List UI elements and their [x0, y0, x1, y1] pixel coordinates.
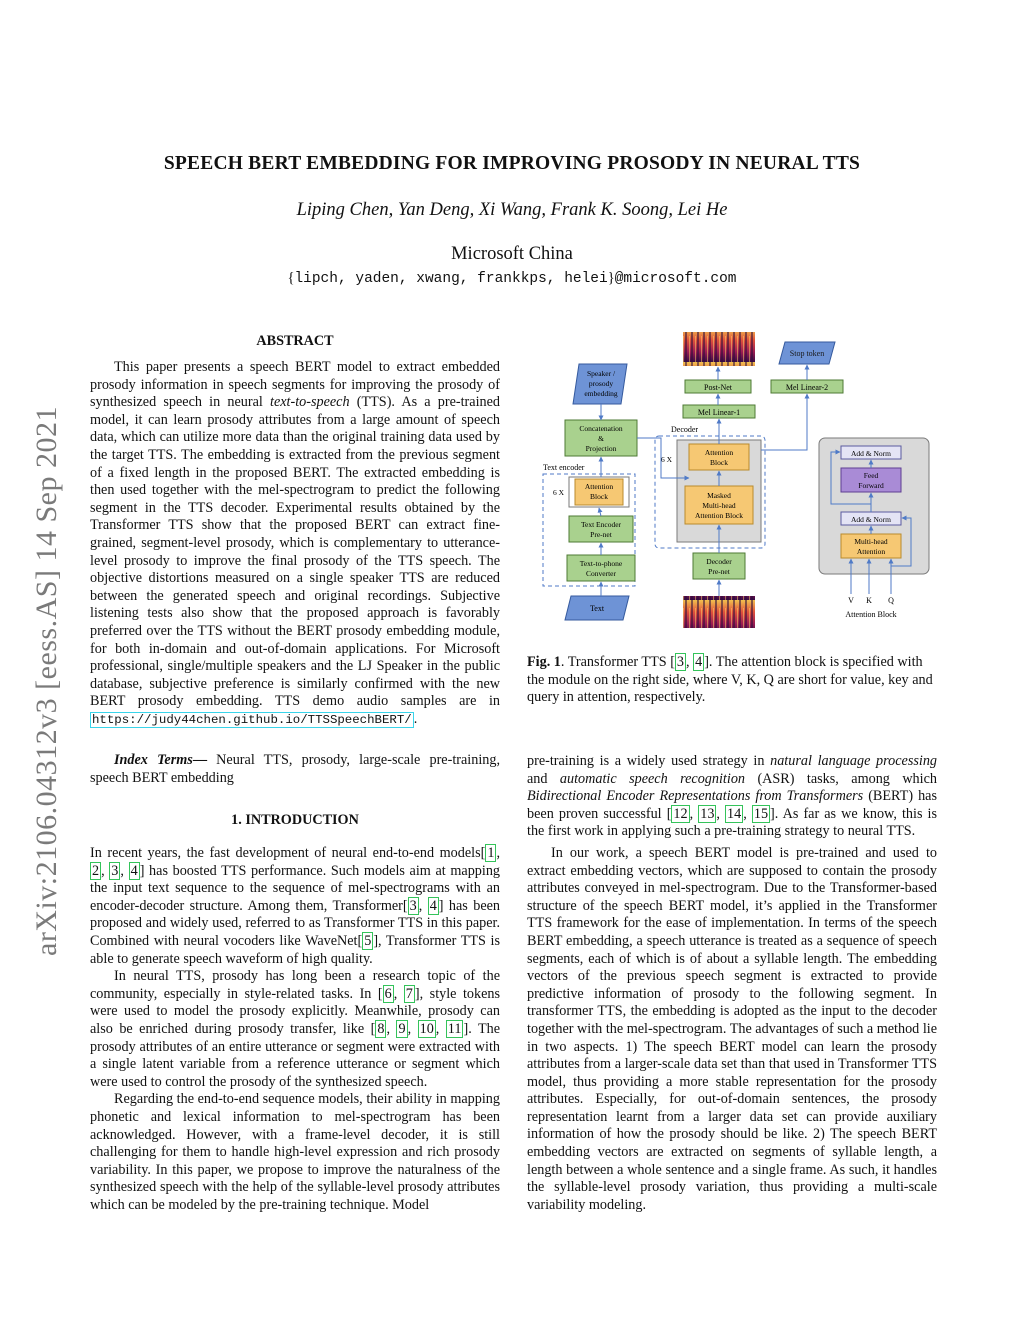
citation-link[interactable]: 3	[676, 654, 685, 670]
body-italic: natural language processing	[770, 753, 938, 769]
output-spectrogram	[683, 332, 755, 366]
figure-caption-label: Fig. 1	[527, 654, 561, 670]
concat-label: Projection	[585, 444, 617, 453]
feed-forward-label: Forward	[858, 481, 884, 490]
citation-link[interactable]: 12	[673, 805, 688, 822]
citation-link[interactable]: 10	[419, 1020, 434, 1037]
citation-sep: ,	[743, 805, 752, 822]
intro-text: In recent years, the fast development of neural end-to-end models[	[90, 845, 486, 861]
transformer-tts-figure	[535, 328, 935, 628]
affiliation: Microsoft China	[451, 244, 573, 264]
intro-text: ], style tokens were used to model the prosody explicitly. Meanwhile, prosody can also be enriched during prosody transfer, like [	[90, 985, 501, 1037]
decoder-repeat-label: 6 X	[661, 455, 673, 464]
index-terms-label: Index Terms	[114, 752, 193, 768]
citation-sep: ,	[496, 845, 500, 861]
author-list: Liping Chen, Yan Deng, Xi Wang, Frank K. Soong, Lei He	[296, 200, 728, 220]
masked-attention-label: Multi-head	[702, 501, 736, 510]
encoder-attention-label: Block	[590, 492, 608, 501]
citation-sep: ,	[435, 1020, 446, 1037]
feed-forward-label: Feed	[863, 471, 879, 480]
key-label: K	[866, 596, 872, 605]
figure-caption	[527, 654, 937, 707]
citation-link[interactable]: 4	[429, 897, 437, 914]
body-text: (ASR) tasks, among which	[745, 770, 937, 787]
citation-link[interactable]: 1	[487, 845, 495, 861]
demo-link[interactable]: https://judy44chen.github.io/TTSSpeechBERT/	[92, 712, 412, 727]
query-label: Q	[888, 596, 894, 605]
citation-sep: ,	[393, 985, 404, 1002]
body-text: (BERT) has been proven successful [	[527, 788, 937, 822]
citation-sep: ,	[120, 862, 129, 879]
index-terms-dash: —	[192, 752, 217, 768]
decoder-label: Decoder	[671, 425, 699, 434]
citation-sep: ,	[407, 1020, 418, 1037]
email-list	[0, 270, 1024, 287]
figure-caption-text: ]. The attention block is specified with the module on the right side, where V, K, Q are short for value, key and query in attention, respectively.	[527, 654, 933, 706]
masked-attention-label: Masked	[707, 491, 731, 500]
abstract-body	[90, 359, 500, 729]
intro-paragraph-3: Regarding the end-to-end sequence models, their ability in mapping phonetic and lexical information to mel-spectrogram has been acknowledged. However, with a frame-level decoder, it is still challenging for them to handle high-level expression and rich prosody variability. In this paper, we propose to improve the naturalness of the synthesized speech with the help of the syllable-level prosody attributes which can be modeled by the pre-training technique. Model	[90, 1091, 500, 1213]
body-italic: Bidirectional Encoder Representations from Transformers	[527, 788, 864, 805]
attention-block-caption: Attention Block	[845, 610, 897, 619]
encoder-prenet-label: Pre-net	[590, 530, 612, 539]
text-to-phone-label: Converter	[586, 569, 616, 578]
add-norm-bottom-label: Add & Norm	[851, 515, 891, 524]
right-paragraph-2: In our work, a speech BERT model is pre-trained and used to extract embedding vectors, which are supposed to contain the prosody attributes conveyed in mel-spectrogram. Due to the Transformer-based structure of the speech BERT model, it’s applied in the Transformer TTS framework for the ease of implementation. In terms of the speech BERT embedding, a speech utterance is treated as a sequence of speech segments, each of which is of about a syllable length. The embedding vectors of the previous speech segment is extracted to provide predictive information of prosody to the following segment. In transformer TTS, the embedding is adopted as the input to the decoder together with the mel-spectrogram. The advantages of such a method lie in two aspects. 1) The speech BERT model can learn the prosody attributes from a larger-scale data set than that used in Transformer TTS model, thus providing a more stable representation for the prosody attributes. Especially, for out-of-domain sentences, the prosody representation learnt from a larger data set can provide auxiliary information of how the prosody should be like. 2) The speech BERT embedding vectors are extracted on segments of syllable length, a length between a whole sentence and a single frame. As such, it handles the syllable-level prosody variation, thus providing a multi-scale variability modeling.	[527, 844, 937, 1213]
citation-link[interactable]: 6	[384, 985, 392, 1002]
speaker-embedding-label: Speaker /	[586, 369, 616, 378]
index-terms	[90, 752, 500, 787]
abstract-text-2: (TTS). As a pre-trained model, it can learn prosody attributes from a large amount of speech data, which can utilize more data than the original training data used by the target TTS. The embedding is extracted from the previous segment of a fixed length in the proposed BERT. The extracted embedding is then used together with the mel-spectrogram to predict the following segment in the TTS decoder. Experimental results obtained by the Transformer TTS show that the proposed BERT can extract fine-grained, segment-level prosody, which is complementary to utterance-level prosody to improve the final prosody of the TTS speech. The objective distortions measured on a single speaker TTS are reduced between the generated speech and original recordings. Subjective listening tests also show that the proposed approach is favorably preferred over the TTS without the BERT prosody embedding module, for both in-domain and out-of-domain applications. For Microsoft professional, single/multiple speakers and the LJ Speaker in the public database, subjective preference is similarly confirmed with the new BERT prosody embedding. TTS demo audio samples are in	[90, 394, 501, 710]
encoder-prenet-label: Text Encoder	[580, 520, 622, 529]
citation-link[interactable]: 2	[92, 862, 100, 879]
email-brace-open: {	[287, 270, 295, 286]
text-to-phone-label: Text-to-phone	[579, 559, 623, 568]
text-encoder-label: Text encoder	[543, 463, 585, 472]
citation-link[interactable]: 3	[409, 897, 417, 914]
citation-link[interactable]: 4	[695, 654, 703, 670]
decoder-prenet-label: Pre-net	[708, 567, 730, 576]
encoder-repeat-label: 6 X	[553, 488, 565, 497]
paper-title: SPEECH BERT EMBEDDING FOR IMPROVING PROSODY IN NEURAL TTS	[163, 153, 861, 174]
abstract-end: .	[413, 710, 418, 727]
decoder-prenet-label: Decoder	[706, 557, 732, 566]
intro-heading: 1. INTRODUCTION	[231, 812, 359, 828]
citation-link[interactable]: 8	[377, 1020, 385, 1037]
citation-sep: ,	[386, 1020, 397, 1037]
arxiv-identifier: arXiv:2106.04312v3 [eess.AS] 14 Sep 2021	[30, 406, 63, 956]
input-spectrogram	[683, 596, 755, 628]
intro-body	[90, 845, 500, 1214]
citation-link[interactable]: 13	[700, 805, 715, 822]
abstract-italic-term: text-to-speech	[270, 394, 350, 411]
concat-label: &	[598, 434, 604, 443]
citation-link[interactable]: 9	[398, 1020, 406, 1037]
citation-sep: ,	[716, 805, 726, 822]
citation-sep: ,	[689, 805, 699, 822]
intro-text: ], Transformer TTS is able to generate speech waveform of high quality.	[90, 932, 500, 967]
citation-link[interactable]: 7	[405, 985, 413, 1002]
index-terms-text: Neural TTS, prosody, large-scale pre-training, speech BERT embedding	[90, 752, 500, 786]
email-domain: @microsoft.com	[614, 271, 737, 287]
mel-linear-2-label: Mel Linear-2	[785, 383, 829, 392]
citation-link[interactable]: 5	[364, 932, 372, 949]
postnet-label: Post-Net	[704, 383, 732, 392]
intro-text: In neural TTS, prosody has long been a research topic of the community, especially in style-related tasks. In [	[90, 968, 500, 1002]
stop-token-label: Stop token	[789, 349, 825, 358]
multihead-attention-label: Multi-head	[854, 537, 888, 546]
speaker-embedding-label: embedding	[584, 389, 618, 398]
body-text: pre-training is a widely used strategy in	[527, 753, 771, 769]
citation-sep: ,	[101, 862, 110, 879]
citation-link[interactable]: 4	[130, 862, 138, 879]
citation-link[interactable]: 14	[727, 805, 742, 822]
text-input-label: Text	[589, 604, 605, 613]
abstract-heading: ABSTRACT	[256, 333, 334, 349]
mel-linear-1-label: Mel Linear-1	[697, 408, 741, 417]
citation-link[interactable]: 15	[753, 805, 769, 822]
citation-sep: ,	[686, 654, 694, 670]
email-brace-close: }	[607, 270, 615, 286]
decoder-attention-label: Attention	[704, 448, 734, 457]
figure-caption-text: . Transformer TTS [	[560, 654, 675, 670]
email-names: lipch, yaden, xwang, frankkps, helei	[294, 271, 608, 287]
body-italic: automatic speech recognition	[559, 770, 746, 787]
body-text: ]. As far as we know, this is the first work in applying such a pre-training strategy to neural TTS.	[527, 805, 938, 840]
value-label: V	[848, 596, 854, 605]
encoder-attention-label: Attention	[584, 482, 614, 491]
intro-text: ] has been proposed and widely used, referred to as Transformer TTS in this paper. Combined with neural vocoders like WaveNet[	[90, 897, 501, 949]
citation-link[interactable]: 3	[111, 862, 119, 879]
intro-text: ]. The prosody attributes of an entire utterance or segment were extracted with a single latent variable from a reference utterance or segment which were used to control the prosody of the synthesized speech.	[90, 1020, 501, 1090]
decoder-attention-label: Block	[710, 458, 728, 467]
citation-link[interactable]: 11	[447, 1020, 462, 1037]
multihead-attention-label: Attention	[856, 547, 886, 556]
masked-attention-label: Attention Block	[694, 511, 744, 520]
concat-label: Concatenation	[579, 424, 623, 433]
right-column-body	[527, 753, 937, 1214]
abstract-text-1: This paper presents a speech BERT model to extract embedded prosody information in speech segments for improving the prosody of synthesized speech in neural	[90, 359, 500, 411]
speaker-embedding-label: prosody	[588, 379, 614, 388]
add-norm-top-label: Add & Norm	[851, 449, 891, 458]
intro-text: ] has boosted TTS performance. Such models aim at mapping the input text sequence to the sequence of mel-spectrograms with an encoder-decoder structure. Among them, Transformer[	[90, 862, 501, 914]
citation-sep: ,	[418, 897, 428, 914]
body-text: and	[527, 770, 560, 787]
